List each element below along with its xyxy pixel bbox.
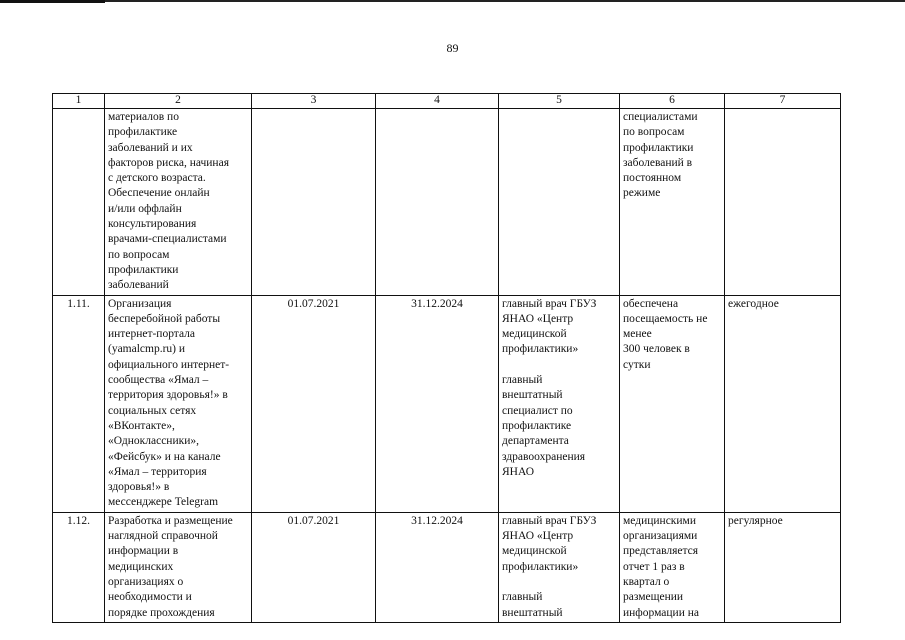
header-cell-2: 2: [105, 94, 252, 109]
header-cell-6: 6: [620, 94, 725, 109]
measures-table: [52, 93, 841, 623]
result-cell: обеспечена посещаемость не менее 300 человек в сутки: [620, 295, 725, 512]
end-date-cell: [376, 109, 499, 296]
measure-cell: Организация бесперебойной работы интернет-портала (yamalcmp.ru) и официального интернет- сообщества «Ямал – территория здоровья!» в социальных сетях «ВКонтакте», «Одноклассники», «Фейсбук» и на канале «Ямал – территория здоровья!» в мессенджере Telegram: [105, 295, 252, 512]
item-number-cell: 1.11.: [53, 295, 105, 512]
header-cell-4: 4: [376, 94, 499, 109]
page-number: 89: [446, 41, 459, 55]
header-cell-5: 5: [499, 94, 620, 109]
table-row: [53, 512, 841, 622]
measure-cell: материалов по профилактике заболеваний и их факторов риска, начиная с детского возраста. Обеспечение онлайн и/или оффлайн консультирования врачами-специалистами по вопросам профилактики заболеваний: [105, 109, 252, 296]
measure-cell: Разработка и размещение наглядной справочной информации в медицинских организациях о необходимости и порядке прохождения: [105, 512, 252, 622]
responsible-cell: главный врач ГБУЗ ЯНАО «Центр медицинской профилактики» главный внештатный специалист по профилактике департамента здравоохранения ЯНАО: [499, 295, 620, 512]
periodicity-cell: [725, 109, 841, 296]
periodicity-cell: регулярное: [725, 512, 841, 622]
item-number-cell: 1.12.: [53, 512, 105, 622]
table-header-row: [53, 94, 841, 109]
end-date-cell: 31.12.2024: [376, 295, 499, 512]
result-cell: медицинскими организациями представляется отчет 1 раз в квартал о размещении информации на: [620, 512, 725, 622]
responsible-cell: главный врач ГБУЗ ЯНАО «Центр медицинской профилактики» главный внештатный: [499, 512, 620, 622]
header-cell-1: 1: [53, 94, 105, 109]
table-row: [53, 109, 841, 296]
header-cell-7: 7: [725, 94, 841, 109]
start-date-cell: [252, 109, 376, 296]
start-date-cell: 01.07.2021: [252, 512, 376, 622]
end-date-cell: 31.12.2024: [376, 512, 499, 622]
top-border-line: [0, 0, 905, 2]
header-cell-3: 3: [252, 94, 376, 109]
top-corner-mark: [0, 0, 105, 3]
start-date-cell: 01.07.2021: [252, 295, 376, 512]
item-number-cell: [53, 109, 105, 296]
periodicity-cell: ежегодное: [725, 295, 841, 512]
result-cell: специалистами по вопросам профилактики заболеваний в постоянном режиме: [620, 109, 725, 296]
table-row: [53, 295, 841, 512]
responsible-cell: [499, 109, 620, 296]
